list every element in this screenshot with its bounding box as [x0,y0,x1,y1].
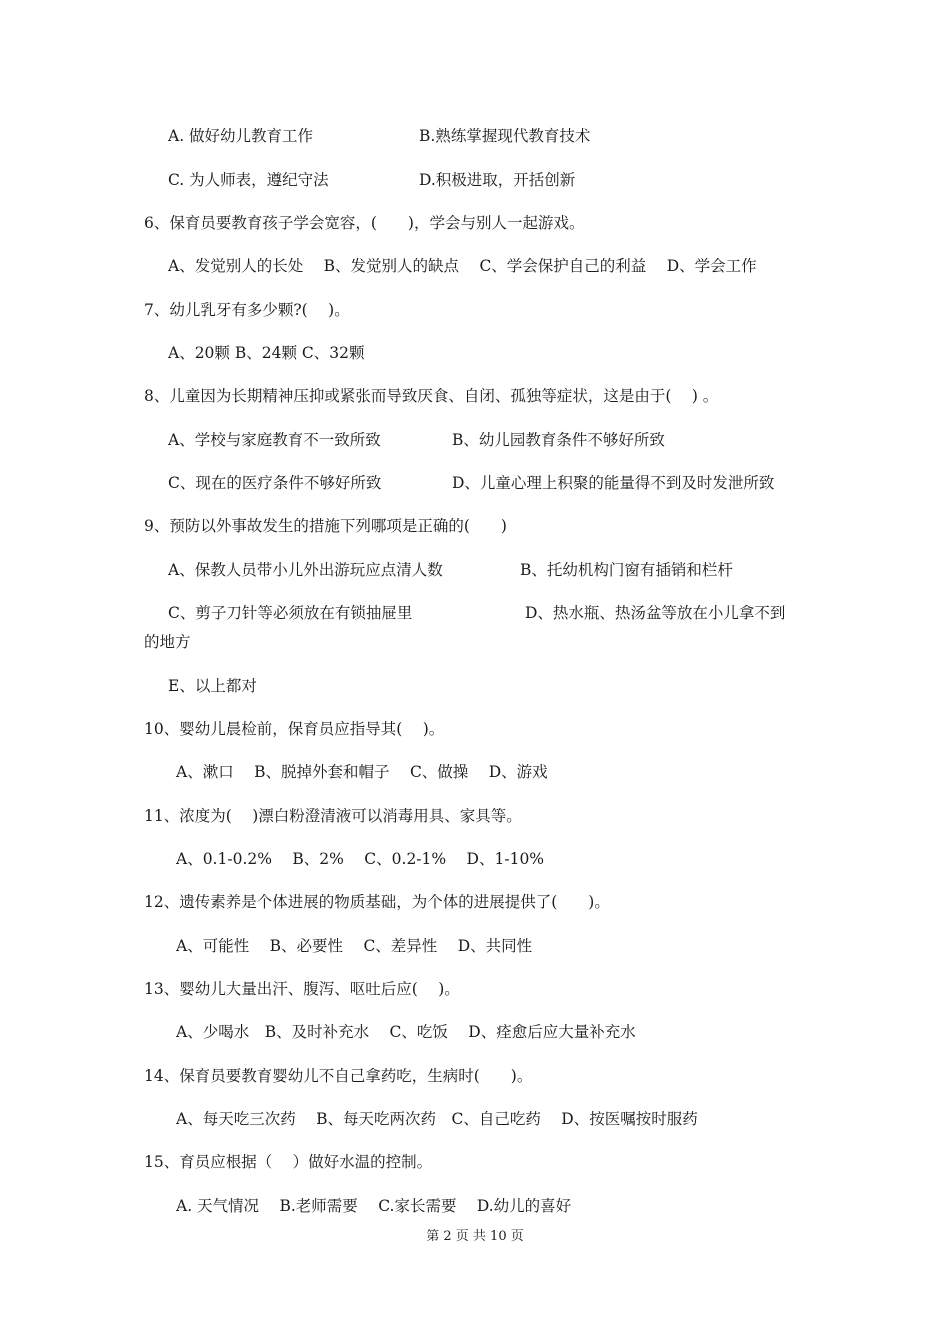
question-15: 15、育员应根据（ ）做好水温的控制。 [144,1153,433,1171]
question-14: 14、保育员要教育婴幼儿不自己拿药吃，生病时( )。 [144,1067,533,1085]
question-10-options: A、漱口 B、脱掉外套和帽子 C、做操 D、游戏 [176,763,548,781]
q5-option-b: B.熟练掌握现代教育技术 [419,127,591,145]
question-9-option-e: E、以上都对 [168,677,257,695]
question-13-options: A、少喝水 B、及时补充水 C、吃饭 D、痊愈后应大量补充水 [176,1023,636,1041]
question-9-option-b: B、托幼机构门窗有插销和栏杆 [520,561,733,579]
question-8-option-d: D、儿童心理上积聚的能量得不到及时发泄所致 [452,474,775,492]
question-9-option-d-continued: 的地方 [144,633,191,651]
question-11: 11、浓度为( )漂白粉澄清液可以消毒用具、家具等。 [144,807,522,825]
page-number-footer: 第 2 页 共 10 页 [426,1229,524,1244]
question-10: 10、婴幼儿晨检前，保育员应指导其( )。 [144,720,445,738]
question-11-options: A、0.1-0.2% B、2% C、0.2-1% D、1-10% [176,850,545,868]
question-7: 7、幼儿乳牙有多少颗?( )。 [144,301,350,319]
question-9-option-c: C、剪子刀针等必须放在有锁抽屉里 [168,604,413,622]
question-9: 9、预防以外事故发生的措施下列哪项是正确的( ) [144,517,507,535]
q5-option-d: D.积极进取，开括创新 [419,171,576,189]
q5-option-a: A. 做好幼儿教育工作 [168,127,314,145]
question-8: 8、儿童因为长期精神压抑或紧张而导致厌食、自闭、孤独等症状，这是由于( ) 。 [144,387,719,405]
question-8-option-a: A、学校与家庭教育不一致所致 [168,431,381,449]
question-12-options: A、可能性 B、必要性 C、差异性 D、共同性 [176,937,533,955]
question-15-options: A. 天气情况 B.老师需要 C.家长需要 D.幼儿的喜好 [176,1197,572,1215]
question-9-option-a: A、保教人员带小儿外出游玩应点清人数 [168,561,443,579]
q5-option-c: C. 为人师表，遵纪守法 [168,171,329,189]
question-13: 13、婴幼儿大量出汗、腹泻、呕吐后应( )。 [144,980,460,998]
question-6-options: A、发觉别人的长处 B、发觉别人的缺点 C、学会保护自己的利益 D、学会工作 [168,257,757,275]
question-8-option-c: C、现在的医疗条件不够好所致 [168,474,382,492]
question-7-options: A、20颗 B、24颗 C、32颗 [168,344,365,362]
question-8-option-b: B、幼儿园教育条件不够好所致 [452,431,665,449]
question-9-option-d: D、热水瓶、热汤盆等放在小儿拿不到 [525,604,786,622]
question-14-options: A、每天吃三次药 B、每天吃两次药 C、自己吃药 D、按医嘱按时服药 [176,1110,698,1128]
question-6: 6、保育员要教育孩子学会宽容，( )，学会与别人一起游戏。 [144,214,585,232]
question-12: 12、遗传素养是个体进展的物质基础，为个体的进展提供了( )。 [144,893,610,911]
